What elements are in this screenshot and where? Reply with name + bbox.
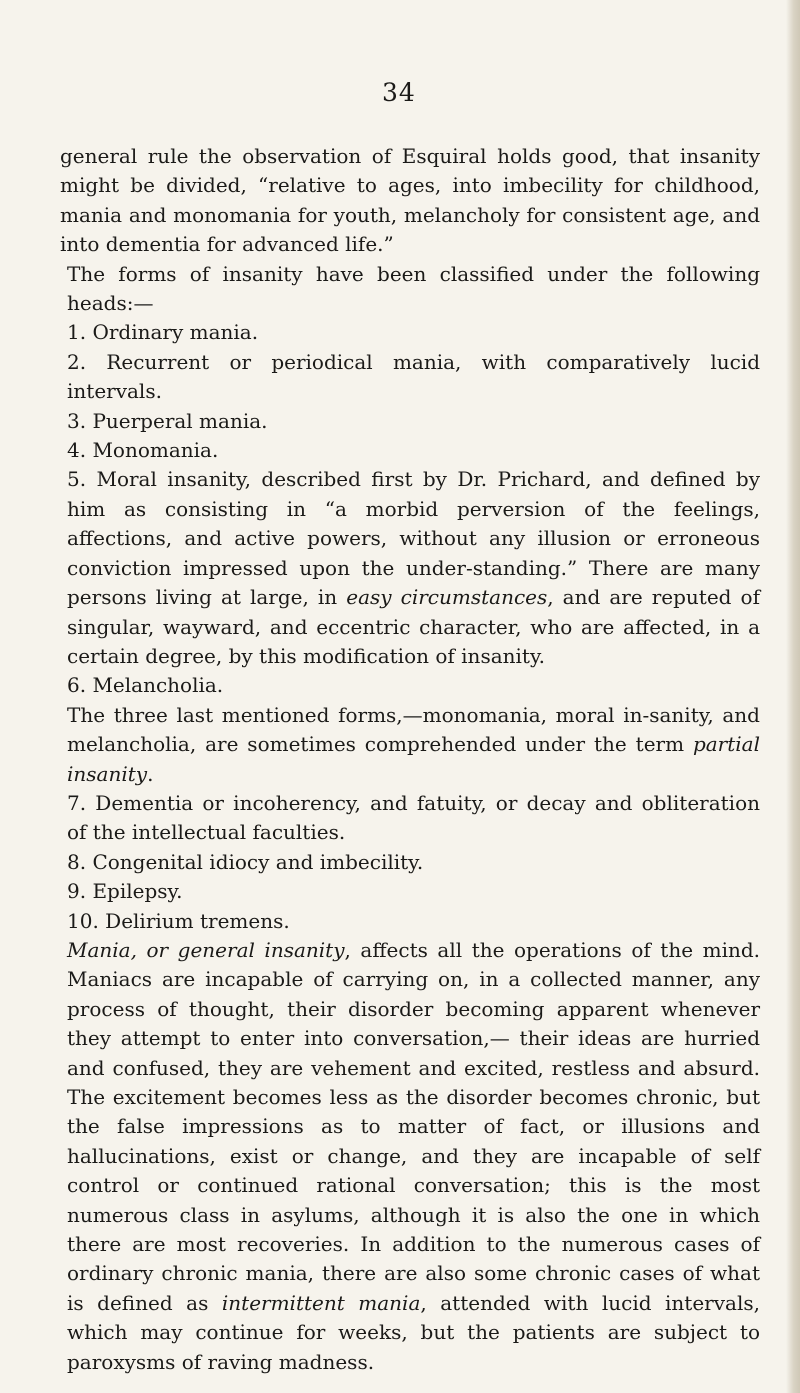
list-item-5: 5. Moral insanity, described first by Dr. Prichard, and defined by him as consisting in “a morbid perversion of the feelings, affections, and active powers, without any illusion or erroneous conviction impressed upon the under-standing.” There are many persons living at large, in easy circumstances, and are reputed of singular, wayward, and eccentric character, who are affected, in a certain degree, by this modification of insanity. <box>67 467 760 668</box>
list-item-7: 7. Dementia or incoherency, and fatuity, or decay and obliteration of the intellectual faculties. <box>67 790 760 845</box>
page-edge-shadow <box>786 0 800 1393</box>
list-item-8: 8. Congenital idiocy and imbecility. <box>67 849 424 874</box>
list-item-1: 1. Ordinary mania. <box>67 320 259 345</box>
page-number: 34 <box>382 78 416 107</box>
list-item-6: 6. Melancholia. <box>67 673 224 698</box>
list-item-4: 4. Monomania. <box>67 438 219 463</box>
paragraph-1: general rule the observation of Esquiral holds good, that insanity might be divided, “relative to ages, into imbecility for childhood, mania and monomania for youth, melancholy for consistent age, and into dementia for advanced life.” <box>60 144 760 257</box>
list-item-10: 10. Delirium tremens. <box>67 908 290 933</box>
paragraph-2: The forms of insanity have been classified under the following heads:— <box>67 261 760 316</box>
body-text <box>60 142 760 1377</box>
list-item-9: 9. Epilepsy. <box>67 879 183 904</box>
list-item-2: 2. Recurrent or periodical mania, with comparatively lucid intervals. <box>67 349 760 404</box>
mania-paragraph: Mania, or general insanity, affects all the operations of the mind. Maniacs are incapable of carrying on, in a collected manner, any process of thought, their disorder becoming apparent whenever they attempt to enter into conversation,— their ideas are hurried and confused, they are vehement and excited, restless and absurd. The excitement becomes less as the disorder becomes chronic, but the false impressions as to matter of fact, or illusions and hallucinations, exist or change, and they are incapable of self control or continued rational conversation; this is the most numerous class in asylums, although it is also the one in which there are most recoveries. In addition to the numerous cases of ordinary chronic mania, there are also some chronic cases of what is defined as intermittent mania, attended with lucid intervals, which may continue for weeks, but the patients are subject to paroxysms of raving madness. <box>67 937 761 1374</box>
list-item-3: 3. Puerperal mania. <box>67 408 268 433</box>
partial-insanity-note: The three last mentioned forms,—monomania, moral in-sanity, and melancholia, are sometimes comprehended under the term partial insanity. <box>67 702 760 786</box>
